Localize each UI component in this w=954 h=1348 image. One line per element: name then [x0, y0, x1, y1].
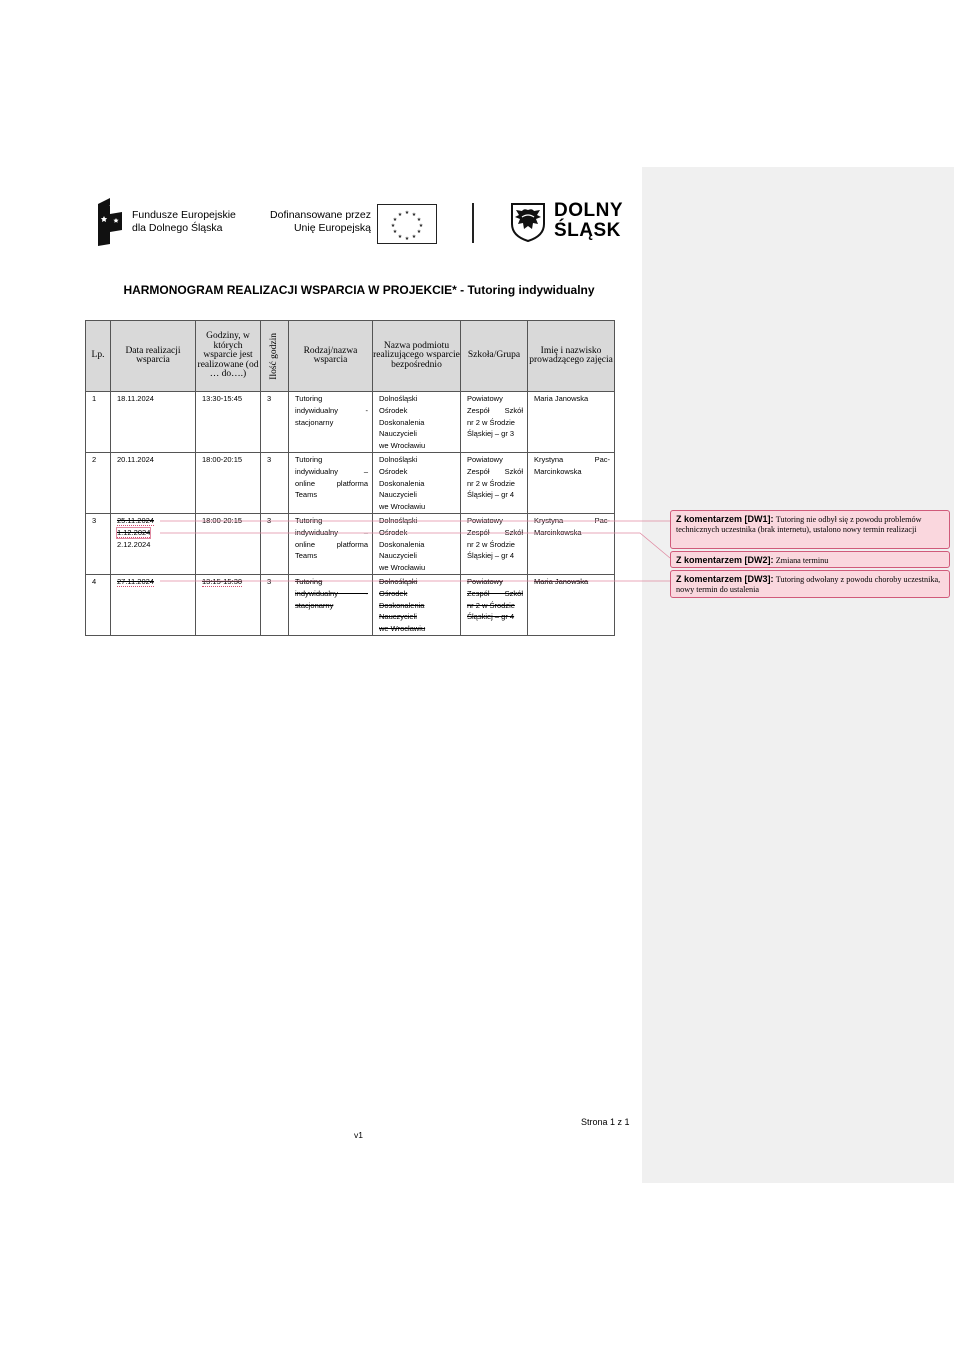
comment-dw3[interactable] — [670, 570, 950, 598]
comment-body: Zmiana terminu — [775, 556, 829, 565]
table-row — [86, 574, 615, 635]
document-title: HARMONOGRAM REALIZACJI WSPARCIA W PROJEKCIE* - Tutoring indywidualny — [123, 283, 595, 297]
cell-type — [289, 574, 373, 635]
group-line: Zespół Szkół — [467, 466, 523, 476]
org-line: Ośrodek — [379, 588, 408, 598]
eagle-crest-icon — [510, 202, 546, 242]
group-line: Zespół Szkół — [467, 527, 523, 537]
svg-text:★: ★ — [404, 236, 410, 242]
header-lp: Lp. — [86, 321, 111, 392]
deleted-date: 25.11.2024 — [117, 515, 154, 525]
eu-flag-icon — [377, 204, 437, 244]
svg-text:★: ★ — [418, 223, 424, 229]
comment-body: Tutoring nie odbył się z powodu problemów technicznych uczestnika (brak internetu), ustalono nowy termin realizacji — [676, 515, 922, 534]
org-line: Nauczycieli — [379, 490, 417, 500]
fe-line2: dla Dolnego Śląska — [132, 222, 223, 234]
cell-group — [461, 574, 528, 635]
cell-count: 3 — [261, 392, 289, 453]
current-date: 2.12.2024 — [117, 539, 151, 549]
type-line: stacjonarny — [295, 600, 334, 610]
group-line: Śląskiej – gr 4 — [467, 551, 515, 561]
cell-type — [289, 452, 373, 513]
org-line: Doskonalenia — [379, 478, 425, 488]
group-line: nr 2 w Środzie — [467, 478, 515, 488]
cell-hours: 13:30-15:45 — [196, 392, 261, 453]
type-line: Tutoring — [295, 394, 323, 403]
cell-org — [373, 452, 461, 513]
ue-logo-text — [263, 209, 371, 235]
comment-body: Tutoring odwołany z powodu choroby uczestnika, nowy termin do ustalenia — [676, 575, 941, 594]
cell-type — [289, 513, 373, 574]
org-line: Nauczycieli — [379, 551, 417, 561]
org-line: Ośrodek — [379, 527, 408, 537]
org-line: Dolnośląski — [379, 454, 418, 464]
cell-tutor — [528, 513, 615, 574]
deleted-date: 1.12.2024 — [117, 527, 151, 537]
header-group: Szkoła/Grupa — [461, 321, 528, 392]
cell-tutor — [528, 392, 615, 453]
org-line: Dolnośląski — [379, 515, 418, 525]
page-number: Strona 1 z 1 — [581, 1117, 630, 1127]
group-line: Powiatowy — [467, 576, 503, 586]
deleted-hours: 13:15-15:30 — [202, 576, 243, 586]
fe-logo-text — [132, 209, 236, 235]
type-line: indywidualny - — [295, 588, 368, 598]
cell-group — [461, 392, 528, 453]
type-line: indywidualny – — [295, 527, 368, 537]
org-line: we Wrocławiu — [379, 563, 426, 573]
version-label: v1 — [354, 1130, 363, 1140]
type-line: Tutoring — [295, 576, 323, 586]
group-line: Zespół Szkół — [467, 588, 523, 598]
header-date: Data realizacji wsparcia — [111, 321, 196, 392]
ds-line2: ŚLĄSK — [554, 220, 621, 241]
cell-date: 18.11.2024 — [111, 392, 196, 453]
fe-line1: Fundusze Europejskie — [132, 209, 236, 221]
org-line: we Wrocławiu — [379, 441, 426, 451]
cell-date: 20.11.2024 — [111, 452, 196, 513]
svg-text:★: ★ — [397, 234, 403, 240]
org-line: we Wrocławiu — [379, 624, 426, 634]
svg-text:★: ★ — [392, 229, 398, 235]
cell-org — [373, 513, 461, 574]
svg-text:★: ★ — [397, 212, 403, 218]
table-row — [86, 392, 615, 453]
comment-head: Z komentarzem [DW3]: — [676, 574, 774, 584]
svg-text:★: ★ — [404, 210, 410, 216]
type-line: indywidualny – — [295, 466, 368, 476]
table-header-row — [86, 321, 615, 392]
header-count-label: Ilość godzin — [268, 332, 279, 380]
svg-text:★: ★ — [411, 234, 417, 240]
group-line: nr 2 w Środzie — [467, 539, 515, 549]
comment-head: Z komentarzem [DW2]: — [676, 555, 774, 565]
org-line: Nauczycieli — [379, 612, 417, 622]
group-line: Śląskiej – gr 4 — [467, 490, 515, 500]
cell-lp: 2 — [86, 452, 111, 513]
cell-date — [111, 574, 196, 635]
fundusze-europejskie-logo-icon — [96, 196, 124, 246]
group-line: nr 2 w Środzie — [467, 417, 515, 427]
cell-group — [461, 513, 528, 574]
org-line: Ośrodek — [379, 405, 408, 415]
logo-divider — [472, 203, 474, 243]
org-line: Doskonalenia — [379, 417, 425, 427]
schedule-table — [85, 320, 615, 636]
tutor-line: Marcinkowska — [534, 466, 582, 476]
cell-group — [461, 452, 528, 513]
header-tutor: Imię i nazwisko prowadzącego zajęcia — [528, 321, 615, 392]
group-line: Zespół Szkół — [467, 405, 523, 415]
dolny-slask-logo-text — [554, 201, 623, 241]
org-line: Dolnośląski — [379, 576, 418, 586]
comment-head: Z komentarzem [DW1]: — [676, 514, 774, 524]
org-line: Doskonalenia — [379, 539, 425, 549]
type-line: Tutoring — [295, 515, 323, 525]
cell-count: 3 — [261, 513, 289, 574]
cell-org — [373, 392, 461, 453]
header-hours: Godziny, w których wsparcie jest realizowane (od … do….) — [196, 321, 261, 392]
group-line: Śląskiej – gr 3 — [467, 429, 515, 439]
svg-text:★: ★ — [411, 212, 417, 218]
cell-hours — [196, 574, 261, 635]
group-line: Śląskiej – gr 4 — [467, 612, 515, 622]
cell-tutor — [528, 574, 615, 635]
cell-lp: 4 — [86, 574, 111, 635]
tutor-line: Marcinkowska — [534, 527, 582, 537]
tutor-line: Krystyna Pac- — [534, 515, 610, 525]
tutor-line: Maria Janowska — [534, 576, 589, 586]
svg-text:★: ★ — [390, 223, 396, 229]
cell-lp: 3 — [86, 513, 111, 574]
svg-text:★: ★ — [392, 217, 398, 223]
type-line: Teams — [295, 490, 318, 500]
org-line: Nauczycieli — [379, 429, 417, 439]
cell-hours: 18:00-20:15 — [196, 452, 261, 513]
header-org: Nazwa podmiotu realizującego wsparcie bezpośrednio — [373, 321, 461, 392]
cell-org — [373, 574, 461, 635]
type-line: online platforma — [295, 539, 368, 549]
group-line: Powiatowy — [467, 394, 503, 403]
cell-count: 3 — [261, 452, 289, 513]
group-line: nr 2 w Środzie — [467, 600, 515, 610]
group-line: Powiatowy — [467, 454, 503, 464]
type-line: Teams — [295, 551, 318, 561]
svg-text:★: ★ — [416, 229, 422, 235]
type-line: indywidualny - — [295, 405, 368, 415]
deleted-date: 27.11.2024 — [117, 576, 154, 586]
comment-dw1[interactable] — [670, 510, 950, 549]
comment-dw2[interactable] — [670, 551, 950, 568]
svg-text:★: ★ — [416, 217, 422, 223]
cell-tutor — [528, 452, 615, 513]
cell-date — [111, 513, 196, 574]
comment-pane — [642, 167, 954, 1183]
group-line: Powiatowy — [467, 515, 503, 525]
org-line: Ośrodek — [379, 466, 408, 476]
header-count — [261, 321, 289, 392]
cell-lp: 1 — [86, 392, 111, 453]
table-row — [86, 452, 615, 513]
ue-line2: Unię Europejską — [293, 222, 371, 234]
ds-line1: DOLNY — [554, 200, 623, 221]
cell-hours: 18:00-20:15 — [196, 513, 261, 574]
header-type: Rodzaj/nazwa wsparcia — [289, 321, 373, 392]
org-line: we Wrocławiu — [379, 502, 426, 512]
cell-type — [289, 392, 373, 453]
cell-count: 3 — [261, 574, 289, 635]
tutor-line: Krystyna Pac- — [534, 454, 610, 464]
logo-bar — [96, 196, 636, 246]
org-line: Doskonalenia — [379, 600, 425, 610]
table-row — [86, 513, 615, 574]
ue-line1: Dofinansowane przez — [270, 209, 371, 221]
org-line: Dolnośląski — [379, 394, 418, 403]
type-line: Tutoring — [295, 454, 323, 464]
type-line: stacjonarny — [295, 417, 334, 427]
tutor-line: Maria Janowska — [534, 394, 589, 403]
type-line: online platforma — [295, 478, 368, 488]
